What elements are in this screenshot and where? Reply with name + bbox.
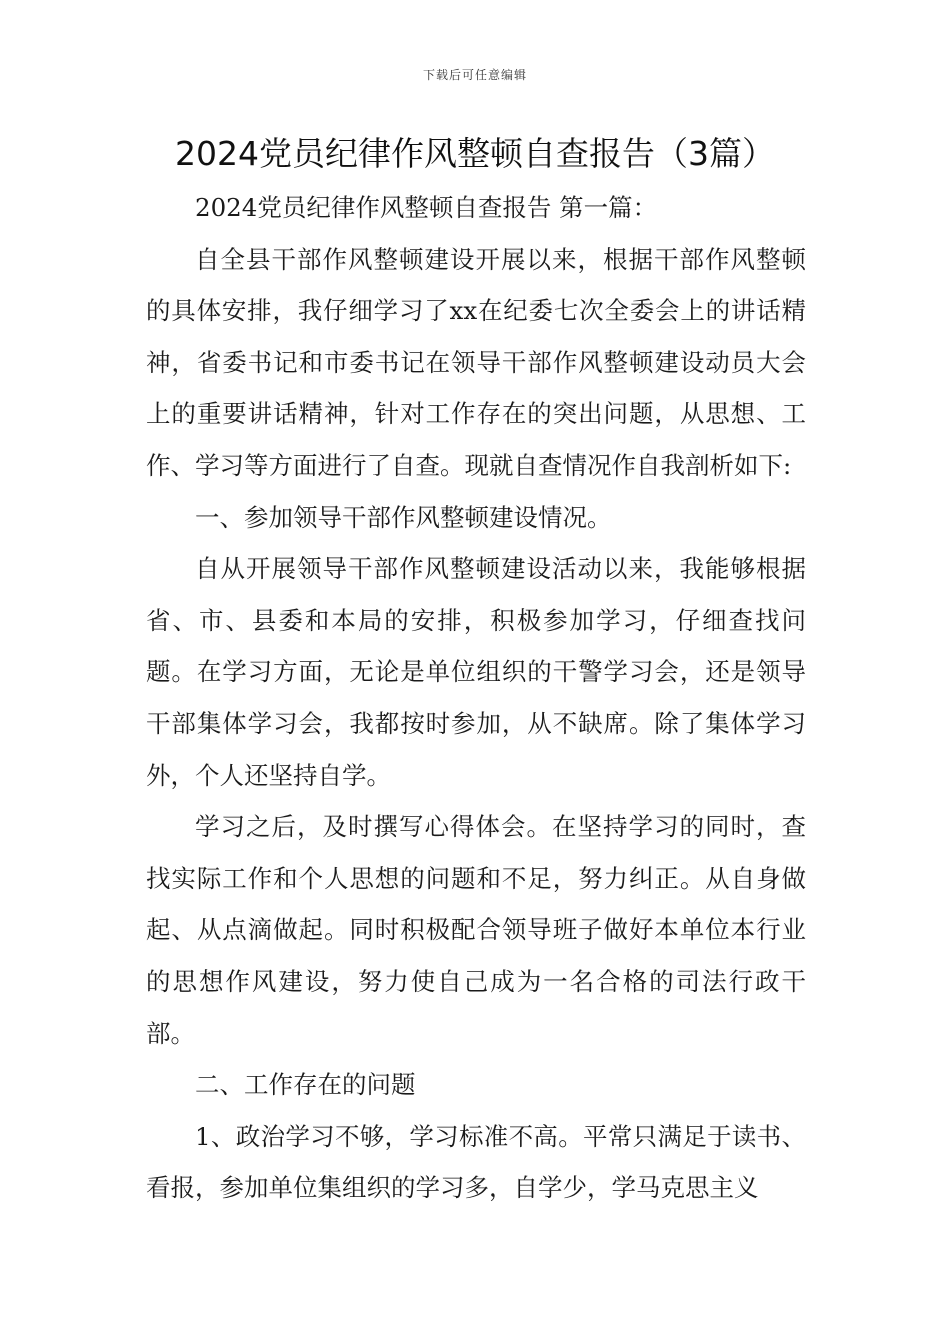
paragraph-problem-1: 1、政治学习不够，学习标准不高。平常只满足于读书、看报，参加单位集组织的学习多，自学少，学马克思主义	[146, 1121, 806, 1203]
paragraph-after-study: 学习之后，及时撰写心得体会。在坚持学习的同时，查找实际工作和个人思想的问题和不足，努力纠正。从自身做起、从点滴做起。同时积极配合领导班子做好本单位本行业的思想作风建设，努力使自己成为一名合格的司法行政干部。	[146, 812, 806, 1048]
paragraph-intro: 自全县干部作风整顿建设开展以来，根据干部作风整顿的具体安排，我仔细学习了xx在纪委七次全委会上的讲话精神，省委书记和市委书记在领导干部作风整顿建设动员大会上的重要讲话精神，针对工作存在的突出问题，从思想、工作、学习等方面进行了自查。现就自查情况作自我剖析如下:	[146, 244, 806, 480]
section-heading-participation: 一、参加领导干部作风整顿建设情况。	[195, 502, 612, 532]
document-title: 2024党员纪律作风整顿自查报告（3篇）	[175, 134, 775, 173]
document-body	[146, 182, 806, 1214]
header-note: 下载后可任意编辑	[422, 68, 527, 82]
section-heading-first: 2024党员纪律作风整顿自查报告 第一篇：	[195, 193, 658, 222]
paragraph-participation: 自从开展领导干部作风整顿建设活动以来，我能够根据省、市、县委和本局的安排，积极参加学习，仔细查找问题。在学习方面，无论是单位组织的干警学习会，还是领导干部集体学习会，我都按时参加，从不缺席。除了集体学习外，个人还坚持自学。	[146, 554, 806, 790]
section-heading-problems: 二、工作存在的问题	[195, 1070, 416, 1100]
